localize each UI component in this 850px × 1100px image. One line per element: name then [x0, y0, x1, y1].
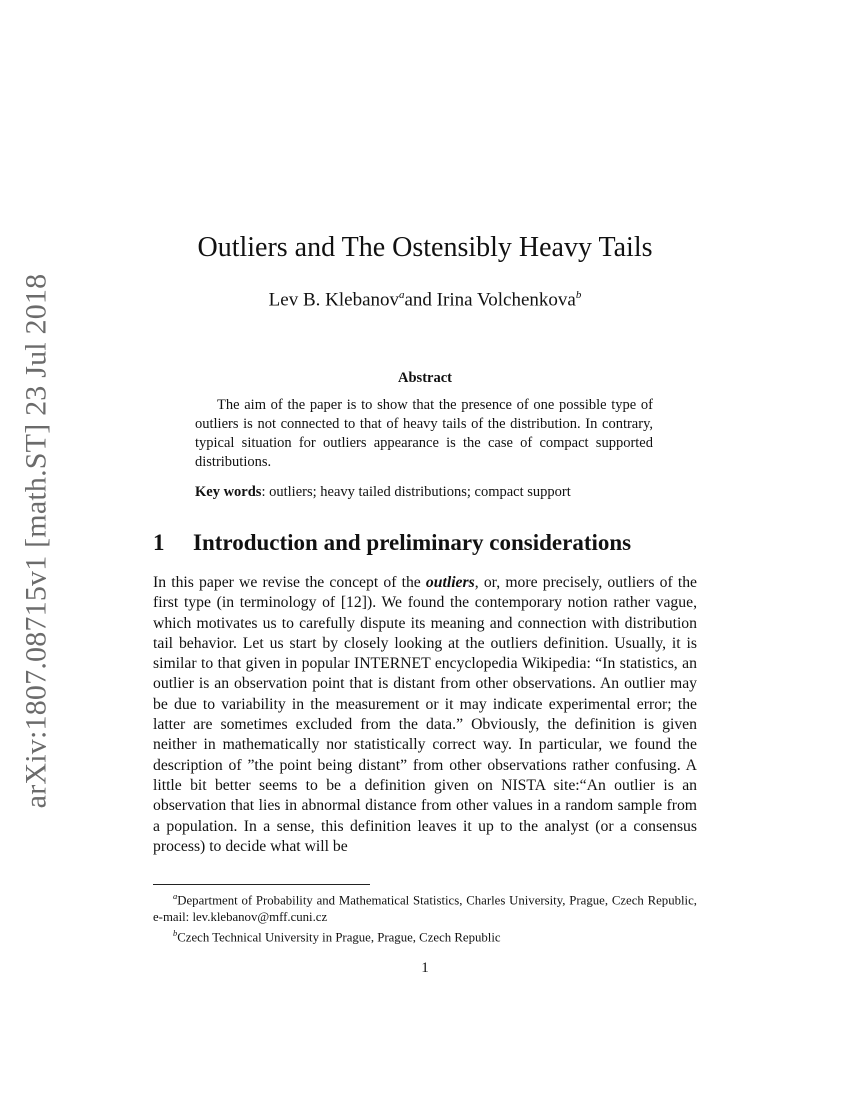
footnote-b — [153, 925, 697, 946]
footnote-a-mark: a — [173, 891, 178, 901]
keywords-label: Key words — [195, 484, 262, 500]
section-number: 1 — [153, 530, 165, 555]
arxiv-identifier-text: arXiv:1807.08715v1 [math.ST] 23 Jul 2018 — [19, 273, 53, 809]
outliers-emphasis: outliers — [425, 574, 475, 591]
intro-text-rest: , or, more precisely, outliers of the first type (in terminology of [12]). We found the contemporary notion rather vague, which motivates us to carefully dispute its meaning and connection with distribution tail behavior. Let us start by closely looking at the outliers definition. Usually, it is similar to that given in popular INTERNET encyclopedia Wikipedia: “In statistics, an outlier is an observation point that is distant from other observations. An outlier may be due to variability in the measurement or it may indicate experimental error; the latter are sometimes excluded from the data.” Obviously, the definition is given neither in mathematically nor statistically correct way. In particular, we found the description of ”the point being distant” from other observations rather confusing. A little bit better seems to be a definition given on NISTA site:“An outlier is an observation that lies in abnormal distance from other values in a random sample from a population. In a sense, this definition leaves it up to the analyst (or a consensus process) to decide what will be — [153, 574, 697, 855]
footnote-separator — [153, 884, 370, 885]
footnote-a-text: Department of Probability and Mathematical Statistics, Charles University, Prague, Czech Republic, e-mail: lev.klebanov@mff.cuni.cz — [153, 893, 697, 924]
intro-text-start: In this paper we revise the concept of the — [153, 574, 426, 591]
abstract-text: The aim of the paper is to show that the presence of one possible type of outliers is not connected to that of heavy tails of the distribution. In contrary, typical situation for outliers appearance is the case of compact supported distributions. — [195, 397, 653, 470]
section-heading — [153, 530, 631, 556]
author-affiliation-mark-b: b — [575, 289, 582, 301]
section-title: Introduction and preliminary considerations — [193, 530, 632, 555]
author-name-1: Lev B. Klebanov — [268, 289, 399, 311]
introduction-paragraph — [153, 573, 697, 857]
footnote-b-text: Czech Technical University in Prague, Prague, Czech Republic — [177, 930, 501, 945]
author-name-2: and Irina Volchenkova — [404, 289, 576, 311]
paper-title: Outliers and The Ostensibly Heavy Tails — [197, 232, 653, 263]
footnote-b-mark: b — [173, 928, 178, 939]
keywords-list: : outliers; heavy tailed distributions; compact support — [261, 484, 571, 500]
abstract-heading: Abstract — [398, 370, 452, 386]
keywords-line — [195, 484, 665, 501]
author-line — [0, 289, 850, 311]
arxiv-identifier-stamp — [14, 273, 58, 809]
footnotes — [153, 888, 697, 946]
page-number: 1 — [421, 960, 429, 976]
author-affiliation-mark-a: a — [399, 289, 405, 301]
footnote-a — [153, 888, 697, 925]
